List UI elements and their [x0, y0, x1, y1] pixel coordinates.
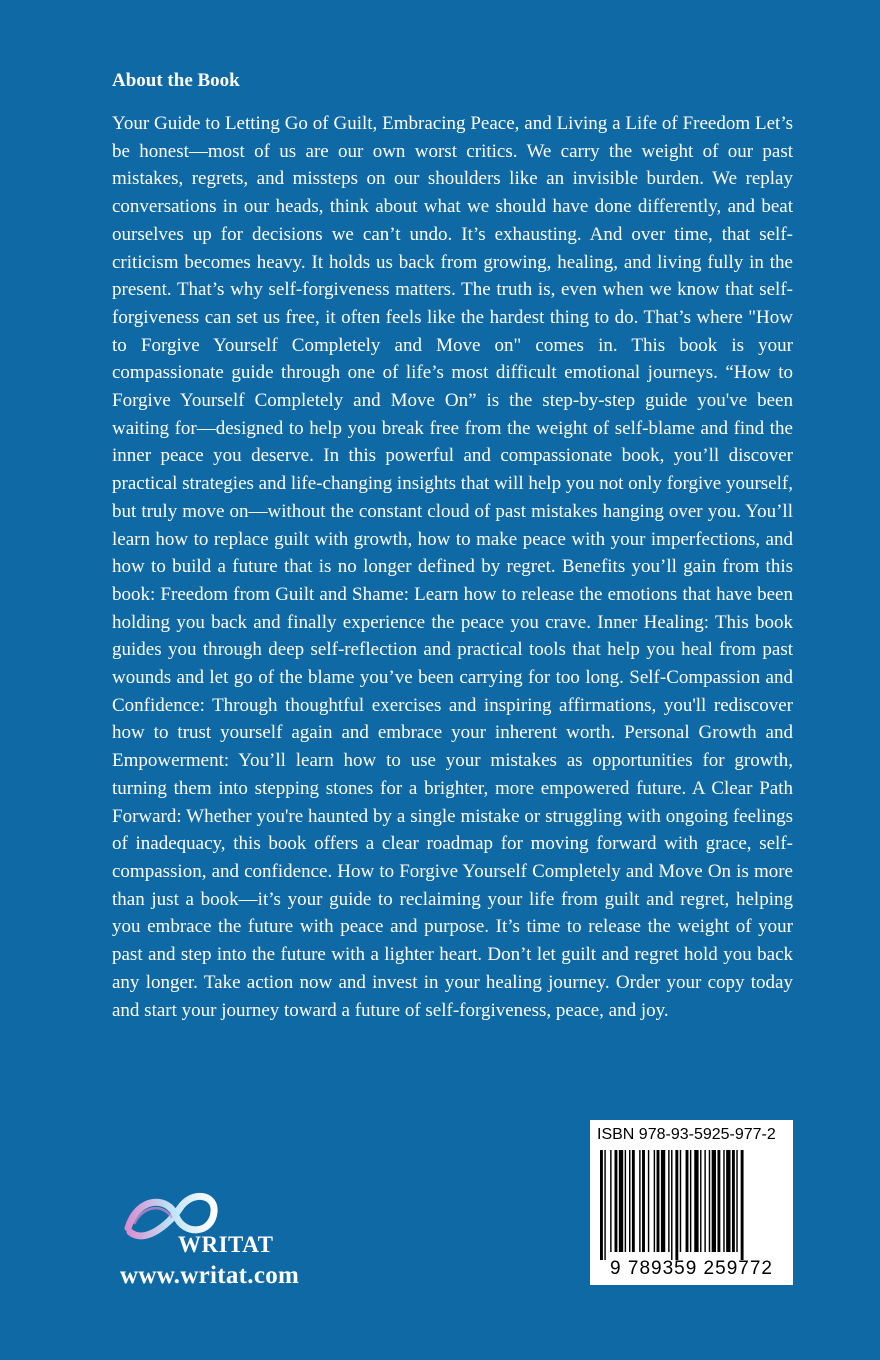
- barcode-bar: [686, 1150, 689, 1252]
- barcode-bar: [642, 1150, 645, 1252]
- barcode-bar: [741, 1150, 744, 1260]
- barcode-bar: [671, 1150, 672, 1260]
- barcode-bars: [598, 1150, 785, 1260]
- barcode-bar: [600, 1150, 603, 1260]
- isbn-label: ISBN 978-93-5925-977-2: [597, 1126, 776, 1143]
- barcode-bar: [694, 1150, 698, 1252]
- publisher-url: www.writat.com: [120, 1262, 300, 1289]
- barcode-bar: [726, 1150, 730, 1252]
- isbn-barcode: [590, 1120, 793, 1285]
- barcode-number: 9 789359 259772: [610, 1258, 773, 1279]
- barcode-bar: [704, 1150, 705, 1252]
- barcode-bar: [723, 1150, 724, 1252]
- barcode-bar: [675, 1150, 678, 1260]
- barcode-bar: [709, 1150, 710, 1252]
- barcode-bar: [717, 1150, 720, 1252]
- barcode-bar: [732, 1150, 735, 1252]
- barcode-bar: [604, 1150, 605, 1260]
- barcode-bar: [680, 1150, 681, 1252]
- barcode-bar: [668, 1150, 669, 1252]
- barcode-bar: [615, 1150, 618, 1252]
- barcode-bar: [648, 1150, 649, 1252]
- barcode-bar: [736, 1150, 737, 1252]
- book-description: Your Guide to Letting Go of Guilt, Embracing Peace, and Living a Life of Freedom Let’s be honest—most of us are our own worst critics. We carry the weight of our past mistakes, regrets, and missteps on our shoulders like an invisible burden. We replay conversations in our heads, think about what we should have done differently, and beat ourselves up for decisions we can’t undo. It’s exhausting. And over time, that self-criticism becomes heavy. It holds us back from growing, healing, and living fully in the present. That’s why self-forgiveness matters. The truth is, even when we know that self-forgiveness can set us free, it often feels like the hardest thing to do. That’s where "How to Forgive Yourself Completely and Move on" comes in. This book is your compassionate guide through one of life’s most difficult emotional journeys. “How to Forgive Yourself Completely and Move On” is the step-by-step guide you've been waiting for—designed to help you break free from the weight of self-blame and find the inner peace you deserve. In this powerful and compassionate book, you’ll discover practical strategies and life-changing insights that will help you not only forgive yourself, but truly move on—without the constant cloud of past mistakes hanging over you. You’ll learn how to replace guilt with growth, how to make peace with your imperfections, and how to build a future that is no longer defined by regret. Benefits you’ll gain from this book: Freedom from Guilt and Shame: Learn how to release the emotions that have been holding you back and finally experience the peace you crave. Inner Healing: This book guides you through deep self-reflection and practical tools that help you heal from past wounds and let go of the blame you’ve been carrying for too long. Self-Compassion and Confidence: Through thoughtful exercises and inspiring affirmations, you'll rediscover how to trust yourself again and embrace your inherent worth. Personal Growth and Empowerment: You’ll learn how to use your mistakes as opportunities for growth, turning them into stepping stones for a brighter, more empowered future. A Clear Path Forward: Whether you're haunted by a single mistake or struggling with ongoing feelings of inadequacy, this book offers a clear roadmap for moving forward with grace, self-compassion, and confidence. How to Forgive Yourself Completely and Move On is more than just a book—it’s your guide to reclaiming your life from guilt and regret, helping you embrace the future with peace and purpose. It’s time to release the weight of your past and step into the future with a lighter heart. Don’t let guilt and regret hold you back any longer. Take action now and invest in your healing journey. Order your copy today and start your journey toward a future of self-forgiveness, peace, and joy.: [112, 113, 793, 1021]
- barcode-bar: [625, 1150, 626, 1252]
- barcode-bar: [632, 1150, 635, 1252]
- barcode-bar: [661, 1150, 665, 1252]
- publisher-logo: [118, 1188, 338, 1298]
- publisher-name: WRITAT: [178, 1232, 274, 1257]
- barcode-bar: [610, 1150, 611, 1252]
- barcode-bar: [619, 1150, 623, 1252]
- barcode-bar: [639, 1150, 640, 1252]
- barcode-bar: [690, 1150, 691, 1252]
- barcode-bar: [629, 1150, 630, 1252]
- barcode-bar: [700, 1150, 701, 1252]
- barcode-bar: [712, 1150, 716, 1252]
- barcode-bar: [654, 1150, 655, 1252]
- section-heading: About the Book: [112, 70, 240, 91]
- barcode-bar: [657, 1150, 660, 1252]
